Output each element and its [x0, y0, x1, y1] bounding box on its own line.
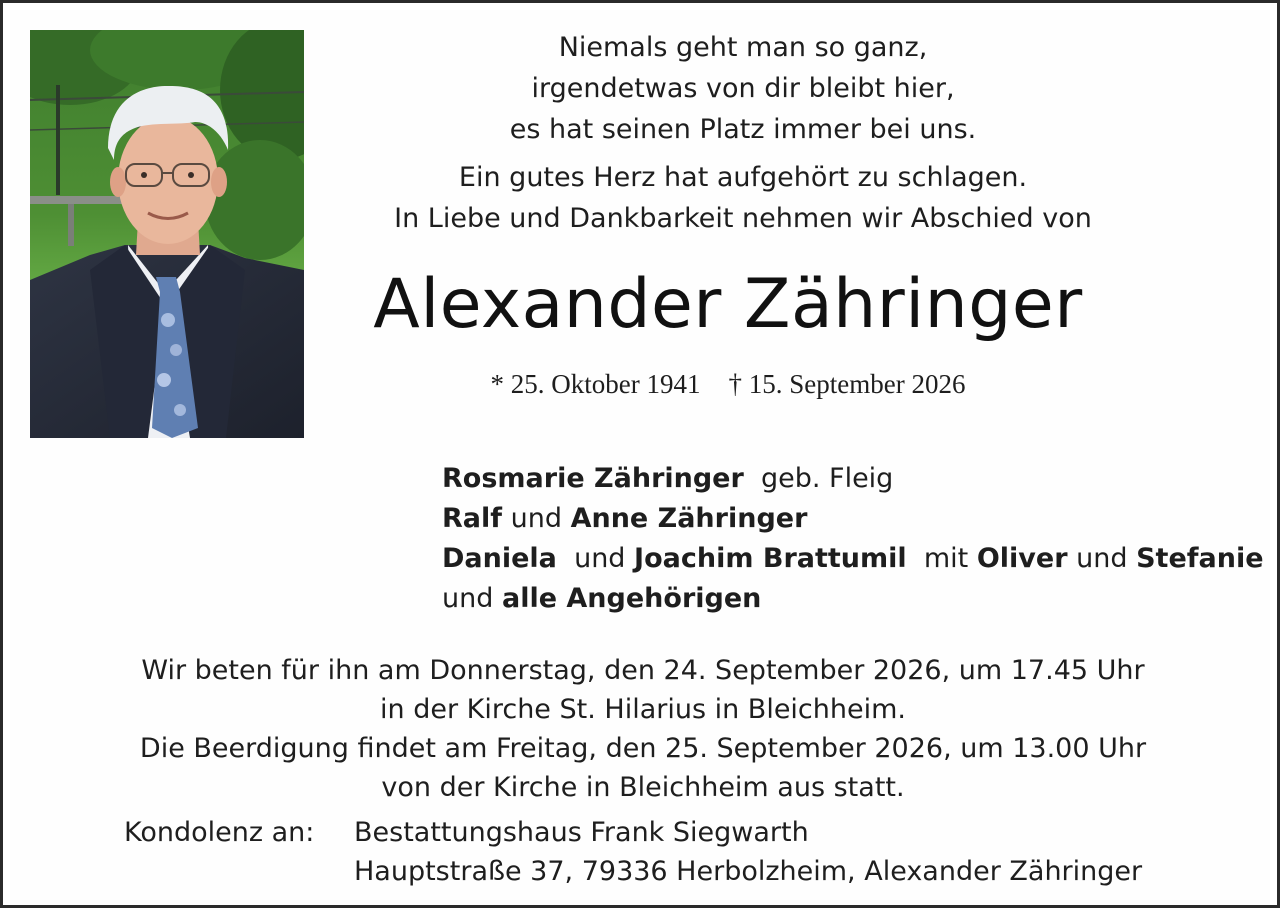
mourner-row [442, 579, 1264, 619]
mourner-row [442, 539, 1264, 579]
verse-line: irgendetwas von dir bleibt hier, [531, 73, 955, 104]
conjunction: und [574, 543, 626, 574]
mourner-row [442, 459, 1264, 499]
mourner-name: Joachim Brattumil [634, 543, 907, 574]
mourner-name: Daniela [442, 543, 557, 574]
condolence-address [354, 813, 1142, 891]
portrait-photo [30, 30, 304, 438]
mourner-name: Oliver [976, 543, 1068, 574]
address-line: Bestattungshaus Frank Siegwarth [354, 817, 809, 848]
mourner-name: alle Angehörigen [501, 583, 762, 614]
deceased-name: Alexander Zähringer [373, 265, 1083, 344]
conjunction: und [1076, 543, 1128, 574]
mourner-name: Stefanie [1136, 543, 1264, 574]
mourner-row [442, 499, 1264, 539]
service-details [43, 651, 1243, 807]
conjunction: und [442, 583, 494, 614]
mourner-name: Ralf [442, 503, 503, 534]
address-line: Hauptstraße 37, 79336 Herbolzheim, Alexander Zähringer [354, 856, 1143, 887]
condolence-label: Kondolenz an: [124, 817, 315, 848]
verse-line: In Liebe und Dankbarkeit nehmen wir Abschied von [394, 203, 1092, 234]
mourner-name: Anne Zähringer [570, 503, 808, 534]
conjunction: und [510, 503, 562, 534]
death-date: † 15. September 2026 [728, 369, 966, 399]
service-line: Die Beerdigung findet am Freitag, den 25. September 2026, um 13.00 Uhr [139, 733, 1147, 764]
service-line: in der Kirche St. Hilarius in Bleichheim. [380, 694, 906, 725]
verse-line: Ein gutes Herz hat aufgehört zu schlagen. [458, 162, 1028, 193]
mourner-name: Rosmarie Zähringer [442, 463, 744, 494]
mourners-list [442, 459, 1264, 619]
service-line: Wir beten für ihn am Donnerstag, den 24. September 2026, um 17.45 Uhr [141, 655, 1145, 686]
verse-line: es hat seinen Platz immer bei uns. [509, 114, 977, 145]
conjunction: mit [923, 543, 969, 574]
mourner-note: geb. Fleig [760, 463, 894, 494]
life-dates [333, 369, 1123, 400]
verse-line: Niemals geht man so ganz, [558, 32, 928, 63]
service-line: von der Kirche in Bleichheim aus statt. [381, 772, 905, 803]
birth-date: * 25. Oktober 1941 [490, 369, 701, 399]
memorial-verse [333, 27, 1153, 239]
